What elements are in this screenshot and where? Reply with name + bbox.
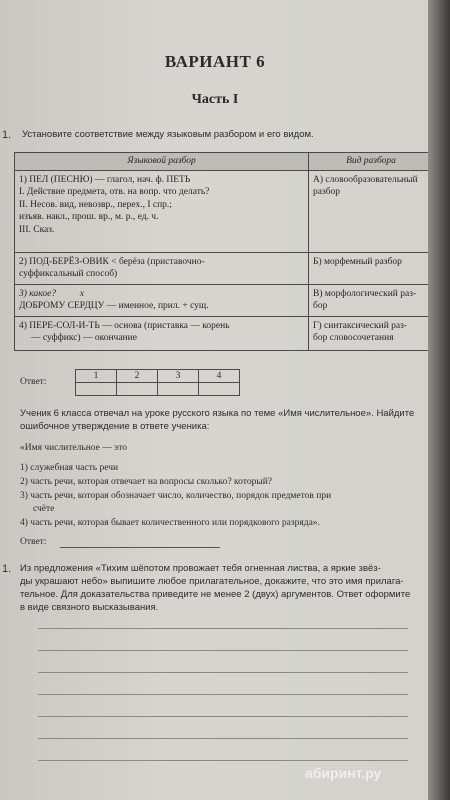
cell-line: 1) ПЕЛ (ПЕСНЮ) — глагол, нач. ф. ПЕТЬ xyxy=(19,174,191,185)
cell-line: бор xyxy=(313,301,328,311)
cell-line: 2) ПОД-БЕРЁЗ-ОВИК < берёза (приставочно- xyxy=(19,256,205,267)
cell-line: В) морфологический раз- xyxy=(313,288,417,299)
variant-title: ВАРИАНТ 6 xyxy=(164,52,266,71)
answer-grid-header: 4 xyxy=(199,370,240,383)
table-row xyxy=(15,316,431,350)
option-item: 4) часть речи, которая бывает количественного или порядкового разряда». xyxy=(20,518,320,528)
question-text: тельное. Для доказательства приведите не менее 2 (двух) аргументов. Ответ оформите xyxy=(20,589,411,600)
cell-line: Г) синтаксический раз- xyxy=(313,320,408,331)
answer-cell[interactable] xyxy=(199,383,240,396)
cell-line: А) словообразовательный xyxy=(313,174,418,185)
question-text: ошибочное утверждение в ответе ученика: xyxy=(20,421,210,432)
option-item: 2) часть речи, которая отвечает на вопросы сколько? который? xyxy=(20,477,273,487)
answer-label: Ответ: xyxy=(20,377,47,387)
answer-cell[interactable] xyxy=(76,383,117,396)
page-edge-shadow xyxy=(428,0,450,800)
answer-grid-header: 3 xyxy=(158,370,199,383)
question-text: в виде связного высказывания. xyxy=(20,602,159,613)
answer-grid xyxy=(75,369,240,396)
answer-line[interactable] xyxy=(38,628,408,629)
answer-grid-header: 1 xyxy=(76,370,117,383)
table-row xyxy=(15,252,431,284)
question-text: Ученик 6 класса отвечал на уроке русского языка по теме «Имя числительное». Найдите xyxy=(20,408,415,419)
type-cell xyxy=(309,170,431,252)
option-item: 1) служебная часть речи xyxy=(20,463,119,473)
type-cell xyxy=(309,316,431,350)
answer-line[interactable] xyxy=(38,694,408,695)
quote-intro: «Имя числительное — это xyxy=(20,443,127,453)
cell-line: Б) морфемный разбор xyxy=(313,256,402,267)
cell-line: разбор xyxy=(313,187,341,197)
question-text: ды украшают небо» выпишите любое прилагательное, докажите, что это имя прилага- xyxy=(20,576,404,587)
answer-line[interactable] xyxy=(60,547,220,548)
cell-line: — суффикс) — окончание xyxy=(31,333,137,343)
answer-line[interactable] xyxy=(38,738,408,739)
cell-line: ДОБРОМУ СЕРДЦУ — именное, прил. + сущ. xyxy=(19,301,209,311)
analysis-cell xyxy=(15,252,309,284)
cell-line: III. Сказ. xyxy=(19,224,55,235)
analysis-cell xyxy=(15,170,309,252)
option-item: 3) часть речи, которая обозначает число, количество, порядок предметов при xyxy=(20,491,332,501)
question-text: Из предложения «Тихим шёпотом провожает тебя огненная листва, а яркие звёз- xyxy=(20,563,381,574)
option-item: счёте xyxy=(33,504,55,514)
answer-label: Ответ: xyxy=(20,537,47,547)
table-row xyxy=(15,170,431,252)
matching-table xyxy=(14,152,430,351)
answer-cell[interactable] xyxy=(158,383,199,396)
answer-line[interactable] xyxy=(38,716,408,717)
type-cell xyxy=(309,284,431,316)
part-title: Часть I xyxy=(191,92,239,107)
question-number: 1. xyxy=(2,563,12,575)
column-header-type: Вид разбора xyxy=(309,153,431,171)
table-row xyxy=(15,284,431,316)
answer-cell[interactable] xyxy=(117,383,158,396)
answer-grid-header: 2 xyxy=(117,370,158,383)
cell-line: 3) какое? х xyxy=(19,288,85,299)
question-prompt: Установите соответствие между языковым разбором и его видом. xyxy=(22,129,314,140)
watermark-text: абиринт.ру xyxy=(305,765,382,781)
answer-line[interactable] xyxy=(38,760,408,761)
question-number: 1. xyxy=(2,129,12,141)
cell-line: II. Несов. вид, невозвр., перех., I спр.; xyxy=(19,199,172,210)
cell-line: изъяв. накл., прош. вр., м. р., ед. ч. xyxy=(19,212,159,222)
answer-line[interactable] xyxy=(38,672,408,673)
analysis-cell xyxy=(15,284,309,316)
cell-line: 4) ПЕРЕ-СОЛ-И-ТЬ — основа (приставка — корень xyxy=(19,320,230,331)
cell-line: I. Действие предмета, отв. на вопр. что делать? xyxy=(19,187,210,197)
cell-line: бор словосочетания xyxy=(313,333,394,343)
analysis-cell xyxy=(15,316,309,350)
cell-line: суффиксальный способ) xyxy=(19,269,118,279)
column-header-analysis: Языковой разбор xyxy=(15,153,309,171)
type-cell xyxy=(309,252,431,284)
answer-line[interactable] xyxy=(38,650,408,651)
